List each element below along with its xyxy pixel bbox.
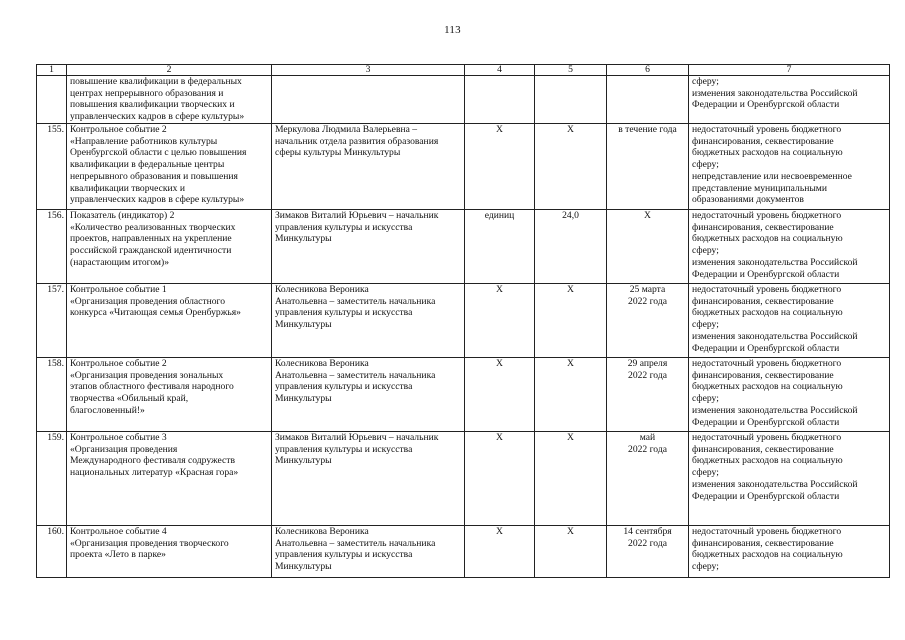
cell-text: Х <box>567 432 574 443</box>
risks-cell <box>689 124 890 210</box>
cell-line: «Количество реализованных творческих <box>70 221 236 233</box>
cell-line: сферы культуры Минкультуры <box>275 147 401 159</box>
cell-line: финансирования, секвестирование <box>692 295 834 307</box>
column-header: 7 <box>689 65 890 76</box>
cell-text: Х <box>496 284 503 295</box>
cell-text: 155. <box>47 124 64 135</box>
risks-cell <box>689 526 890 578</box>
cell-line: «Направление работников культуры <box>70 135 218 147</box>
cell-line: проекта «Лето в парке» <box>70 549 166 561</box>
column-header: 5 <box>535 65 607 76</box>
cell-line: бюджетных расходов на социальную <box>692 233 843 245</box>
unit-cell <box>465 210 535 284</box>
risks-cell <box>689 210 890 284</box>
cell-text: Х <box>567 526 574 537</box>
cell-line: управления культуры и искусства <box>275 381 413 393</box>
column-header: 2 <box>67 65 272 76</box>
cell-text: 24,0 <box>562 210 579 221</box>
unit-cell <box>465 526 535 578</box>
event-cell <box>67 358 272 432</box>
cell-line: «Организация проведения зональных <box>70 369 224 381</box>
cell-text: Х <box>567 358 574 369</box>
cell-line: Контрольное событие 2 <box>70 124 167 135</box>
cell-line: Х <box>644 210 651 221</box>
column-header: 3 <box>272 65 465 76</box>
cell-line: Колесникова Вероника <box>275 284 369 295</box>
cell-line: 2022 года <box>628 295 667 307</box>
row-number-cell <box>37 76 67 124</box>
risks-cell <box>689 284 890 358</box>
cell-line: начальник отдела развития образования <box>275 135 439 147</box>
unit-cell <box>465 358 535 432</box>
cell-line: бюджетных расходов на социальную <box>692 381 843 393</box>
table-row <box>37 210 890 284</box>
cell-line: недостаточный уровень бюджетного <box>692 284 842 295</box>
value-cell <box>535 210 607 284</box>
cell-line: образованиями документов <box>692 194 804 206</box>
table-row <box>37 124 890 210</box>
cell-line: 2022 года <box>628 369 667 381</box>
event-cell <box>67 76 272 124</box>
risks-cell <box>689 432 890 526</box>
cell-line: недостаточный уровень бюджетного <box>692 526 842 537</box>
responsible-cell <box>272 210 465 284</box>
responsible-cell <box>272 284 465 358</box>
cell-line: центрах непрерывного образования и <box>70 87 224 99</box>
event-cell <box>67 210 272 284</box>
event-cell <box>67 432 272 526</box>
cell-line: управления культуры и искусства <box>275 549 413 561</box>
cell-text: Х <box>496 124 503 135</box>
table-row <box>37 526 890 578</box>
cell-line: финансирования, секвестирование <box>692 537 834 549</box>
row-number-cell <box>37 124 67 210</box>
event-cell <box>67 526 272 578</box>
cell-line: Анатольевна – заместитель начальника <box>275 537 436 549</box>
cell-line: сферу; <box>692 467 719 479</box>
risks-cell <box>689 358 890 432</box>
table-row <box>37 284 890 358</box>
value-cell <box>535 526 607 578</box>
row-number-cell <box>37 284 67 358</box>
cell-line: Контрольное событие 3 <box>70 432 167 443</box>
cell-line: финансирования, секвестирование <box>692 221 834 233</box>
cell-line: сферу; <box>692 319 719 331</box>
date-cell <box>607 526 689 578</box>
cell-line: Международного фестиваля содружеств <box>70 455 236 467</box>
unit-cell <box>465 124 535 210</box>
cell-line: повышения квалификации творческих и <box>70 99 235 111</box>
date-cell <box>607 124 689 210</box>
cell-line: недостаточный уровень бюджетного <box>692 210 842 221</box>
cell-text: Х <box>567 284 574 295</box>
cell-text: 160. <box>47 526 64 537</box>
table-row <box>37 76 890 124</box>
cell-line: Меркулова Людмила Валерьевна – <box>275 124 418 135</box>
unit-cell <box>465 284 535 358</box>
cell-line: май <box>639 432 656 443</box>
cell-line: Федерации и Оренбургской области <box>692 342 840 354</box>
cell-line: управления культуры и искусства <box>275 307 413 319</box>
cell-line: изменения законодательства Российской <box>692 404 858 416</box>
cell-line: изменения законодательства Российской <box>692 87 858 99</box>
table-row <box>37 358 890 432</box>
cell-line: сферу; <box>692 159 719 171</box>
cell-line: бюджетных расходов на социальную <box>692 307 843 319</box>
date-cell <box>607 284 689 358</box>
cell-text: 156. <box>47 210 64 221</box>
cell-line: Минкультуры <box>275 561 332 573</box>
cell-text: Х <box>496 526 503 537</box>
column-header: 1 <box>37 65 67 76</box>
cell-line: представление муниципальными <box>692 182 827 194</box>
row-number-cell <box>37 210 67 284</box>
cell-text: единиц <box>484 210 515 221</box>
date-cell <box>607 76 689 124</box>
cell-line: Оренбургской области с целью повышения <box>70 147 247 159</box>
responsible-cell <box>272 76 465 124</box>
unit-cell <box>465 432 535 526</box>
cell-line: Минкультуры <box>275 233 332 245</box>
unit-cell <box>465 76 535 124</box>
event-cell <box>67 284 272 358</box>
cell-line: непрерывного образования и повышения <box>70 170 238 182</box>
cell-line: творчества «Обильный край, <box>70 393 189 405</box>
cell-line: недостаточный уровень бюджетного <box>692 124 842 135</box>
date-cell <box>607 358 689 432</box>
cell-line: сферу; <box>692 561 719 573</box>
cell-line: финансирования, секвестирование <box>692 369 834 381</box>
cell-line: конкурса «Читающая семья Оренбуржья» <box>70 307 241 319</box>
row-number-cell <box>37 358 67 432</box>
row-number-cell <box>37 432 67 526</box>
cell-line: изменения законодательства Российской <box>692 478 858 490</box>
date-cell <box>607 210 689 284</box>
cell-line: (нарастающим итогом)» <box>70 256 169 268</box>
cell-line: «Организация проведения областного <box>70 295 226 307</box>
cell-line: проектов, направленных на укрепление <box>70 233 232 245</box>
cell-line: российской гражданской идентичности <box>70 245 232 257</box>
cell-line: бюджетных расходов на социальную <box>692 549 843 561</box>
cell-line: национальных литератур «Красная гора» <box>70 467 239 479</box>
cell-line: управленческих кадров в сфере культуры» <box>70 194 245 206</box>
cell-line: Показатель (индикатор) 2 <box>70 210 175 221</box>
cell-line: изменения законодательства Российской <box>692 330 858 342</box>
responsible-cell <box>272 432 465 526</box>
cell-line: Анатольевна – заместитель начальника <box>275 295 436 307</box>
responsible-cell <box>272 124 465 210</box>
cell-line: Федерации и Оренбургской области <box>692 490 840 502</box>
cell-line: квалификации творческих и <box>70 182 185 194</box>
cell-line: Федерации и Оренбургской области <box>692 99 840 111</box>
plan-table <box>36 64 890 578</box>
value-cell <box>535 358 607 432</box>
cell-line: изменения законодательства Российской <box>692 256 858 268</box>
row-number-cell <box>37 526 67 578</box>
cell-line: непредставление или несвоевременное <box>692 170 852 182</box>
cell-line: управления культуры и искусства <box>275 443 413 455</box>
event-cell <box>67 124 272 210</box>
cell-line: Контрольное событие 1 <box>70 284 167 295</box>
cell-text: 159. <box>47 432 64 443</box>
cell-line: 2022 года <box>628 537 667 549</box>
cell-line: 29 апреля <box>627 358 668 369</box>
responsible-cell <box>272 526 465 578</box>
cell-line: «Организация проведения <box>70 443 178 455</box>
risks-cell <box>689 76 890 124</box>
cell-line: этапов областного фестиваля народного <box>70 381 234 393</box>
cell-line: Минкультуры <box>275 319 332 331</box>
responsible-cell <box>272 358 465 432</box>
cell-line: Анатольевна – заместитель начальника <box>275 369 436 381</box>
cell-text: 157. <box>47 284 64 295</box>
cell-line: финансирования, секвестирование <box>692 135 834 147</box>
cell-line: Федерации и Оренбургской области <box>692 268 840 280</box>
cell-line: Колесникова Вероника <box>275 526 369 537</box>
cell-text: Х <box>567 124 574 135</box>
cell-line: сферу; <box>692 393 719 405</box>
cell-line: «Организация проведения творческого <box>70 537 229 549</box>
cell-line: повышение квалификации в федеральных <box>70 76 242 87</box>
cell-text: Х <box>496 358 503 369</box>
cell-line: Зимаков Виталий Юрьевич – начальник <box>275 432 439 443</box>
value-cell <box>535 284 607 358</box>
page-number: 113 <box>444 24 461 36</box>
cell-line: Федерации и Оренбургской области <box>692 416 840 428</box>
cell-line: благословенный!» <box>70 404 145 416</box>
cell-line: квалификации в федеральные центры <box>70 159 225 171</box>
cell-line: сферу; <box>692 245 719 257</box>
cell-line: управления культуры и искусства <box>275 221 413 233</box>
cell-text: 158. <box>47 358 64 369</box>
cell-line: 2022 года <box>628 443 667 455</box>
value-cell <box>535 124 607 210</box>
cell-line: Колесникова Вероника <box>275 358 369 369</box>
cell-line: сферу; <box>692 76 719 87</box>
cell-line: в течение года <box>618 124 677 135</box>
value-cell <box>535 432 607 526</box>
column-number-row <box>37 65 890 76</box>
cell-line: Контрольное событие 2 <box>70 358 167 369</box>
cell-line: Зимаков Виталий Юрьевич – начальник <box>275 210 439 221</box>
cell-line: управленческих кадров в сфере культуры» <box>70 111 245 123</box>
table-body <box>37 76 890 578</box>
column-header: 4 <box>465 65 535 76</box>
value-cell <box>535 76 607 124</box>
cell-line: финансирования, секвестирование <box>692 443 834 455</box>
table-row <box>37 432 890 526</box>
cell-line: 14 сентября <box>623 526 672 537</box>
cell-line: Минкультуры <box>275 393 332 405</box>
cell-line: 25 марта <box>629 284 666 295</box>
cell-line: бюджетных расходов на социальную <box>692 455 843 467</box>
cell-text: Х <box>496 432 503 443</box>
cell-line: недостаточный уровень бюджетного <box>692 358 842 369</box>
cell-line: Контрольное событие 4 <box>70 526 167 537</box>
cell-line: недостаточный уровень бюджетного <box>692 432 842 443</box>
cell-line: Минкультуры <box>275 455 332 467</box>
column-header: 6 <box>607 65 689 76</box>
cell-line: бюджетных расходов на социальную <box>692 147 843 159</box>
date-cell <box>607 432 689 526</box>
